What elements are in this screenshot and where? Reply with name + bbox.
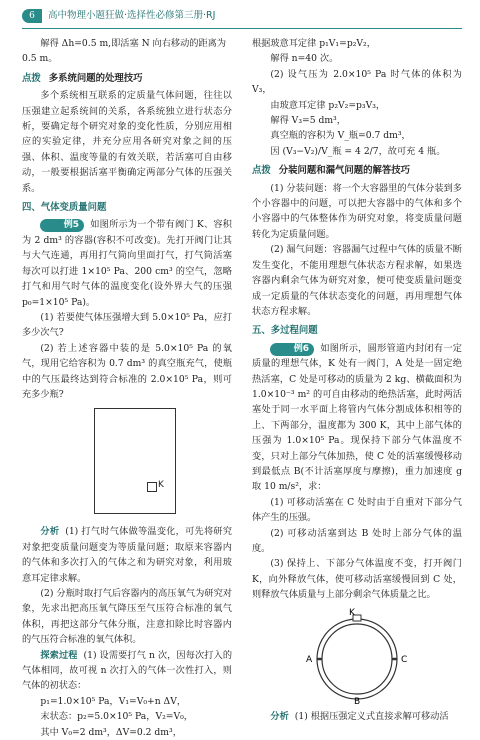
example5-text: 例5 如图所示为一个带有阀门 K、容积为 2 dm³ 的容器(容积不可改变)。先打开阀门让其与大气连通，再用打气筒向里面打气，打气筒活塞每次可以打进 1×10⁵ Pa、200 cm³ 的空气，忽略打气和用气时气体的温度变化(设外界大气的压强 p₀=1×10⁵ Pa)。 (22, 219, 232, 308)
book-title: 高中物理小题狂做·选择性必修第三册·RJ (48, 10, 216, 21)
label-b: B (354, 696, 361, 705)
boyle-law: 根据玻意耳定律 p₁V₁=p₂V₂， (252, 38, 376, 49)
final-state: 末状态：p₂=5.0×10⁵ Pa，V₂=V₀， (40, 711, 193, 723)
analysis-2: (2) 分瓶时取打气后容器内的高压氧气为研究对象，先求出把高压氧气降压至气压符合标准的氧气体积，再把这部分气体分瓶，注意扣除比时容器内的气压符合标准的氧气体积。 (22, 587, 232, 646)
example6-question2: (2) 可移动活塞到达 B 处时上部分气体的温度。 (252, 527, 462, 554)
label-k: K (349, 607, 355, 618)
page-number: 6 (22, 9, 42, 23)
analysis-tag: 分析 (40, 526, 60, 538)
solution-continuation-2: 0.5 m。 (22, 53, 58, 65)
example6-question1: (1) 可移动活塞在 C 处时由于自重对下部分气体产生的压强。 (252, 496, 462, 524)
tip-heading-splitting (252, 163, 462, 178)
right-column (252, 36, 462, 724)
ring-tube-diagram (292, 607, 422, 705)
initial-state: p₁=1.0×10⁵ Pa，V₁=V₀+n ΔV， (40, 695, 187, 707)
inner-ring (322, 624, 392, 694)
left-column (22, 36, 232, 740)
tip2-tag: 点拨 (252, 165, 271, 177)
analysis-1: 分析 (1) 打气时气体做等温变化，可先将研究对象把变质量问题变为等质量问题；取原来容器内的气体和多次打入的气体之和为研究对象，利用玻意耳定律求解。 (22, 526, 233, 584)
label-c: C (401, 654, 408, 665)
example6-badge: 例6 (270, 343, 314, 356)
tip2-title: 分装问题和漏气问题的解答技巧 (278, 165, 411, 177)
page-header (22, 6, 462, 29)
part2-line1: (2) 设气压为 2.0×10⁵ Pa 时气体的体积为 V₃， (252, 68, 462, 96)
example6-question3: (3) 保持上、下部分气体温度不变，打开阀门 K，向外释放气体，使可移动活塞缓慢回到 C 处，则释放气体质量与上部分剩余气体质量之比。 (252, 558, 462, 601)
valve-label: K (158, 480, 164, 491)
tip2-para1: (1) 分装问题：将一个大容器里的气体分装到多个小容器中的问题，可以把大容器中的气体和多个小容器中的气体整体作为研究对象，将变质量问题转化为定质量问题。 (252, 182, 462, 240)
part2-line2: 由玻意耳定律 p₂V₂=p₃V₃， (270, 99, 386, 111)
tip-title: 多系统问题的处理技巧 (48, 72, 143, 84)
ring-tube-figure (252, 607, 462, 705)
example5-question1: (1) 若要使气体压强增大到 5.0×10⁵ Pa，应打多少次气? (22, 311, 232, 339)
section-variable-mass: 四、气体变质量问题 (22, 202, 107, 214)
container-box (94, 408, 176, 514)
part2-line4: 真空瓶的容积为 V_瓶=0.7 dm³， (270, 130, 411, 142)
given-values: 其中 V₀=2 dm³，ΔV=0.2 dm³， (40, 726, 182, 738)
solve-n: 解得 n=40 次。 (270, 53, 339, 65)
example5-badge: 例5 (40, 219, 84, 232)
tip-heading-multisystem (22, 71, 232, 86)
tip-text-multisystem: 多个系统相互联系的定质量气体问题，往往以压强建立起系统间的关系，各系统独立进行状态分析，要确定每个研究对象的变化性质，分别应用相应的实验定律，并充分应用各研究对象之间的压强、体积、温度等量的有效关联，若活塞可自由移动，一般要根据活塞平衡确定两部分气体的压强关系。 (22, 90, 232, 194)
analysis-ex6-tag: 分析 (270, 710, 289, 722)
explore-tag: 探索过程 (40, 649, 78, 661)
outer-ring (317, 619, 397, 699)
tip2-para2: (2) 漏气问题：容器漏气过程中气体的质量不断发生变化，不能用理想气体状态方程求解，如果选容器内剩余气体为研究对象，便可使变质量问题变成一定质量的气体状态变化的问题，再用理想气体状态方程求解。 (252, 244, 462, 317)
label-a: A (306, 654, 313, 665)
example5-question2: (2) 若上述容器中装的是 5.0×10⁵ Pa 的氧气，现用它给容积为 0.7 dm³ 的真空瓶充气，使瓶中的气压最终达到符合标准的 2.0×10⁵ Pa，则可充多少瓶? (22, 342, 232, 400)
container-figure (22, 406, 232, 518)
part2-line5: 因 (V₃−V₂)/V_瓶 = 4 2/7，故可充 4 瓶。 (270, 145, 446, 157)
section-multi-process: 五、多过程问题 (252, 325, 318, 337)
example6-text: 例6 如图所示，圆形管道内封闭有一定质量的理想气体，K 处有一阀门，A 处是一固定绝热活塞，C 处是可移动的质量为 2 kg、横截面积为 1.0×10⁻³ m² 的可自由移动的绝热活塞，此时两活塞处于同一水平面上将管内气体分割成体积相等的上、下两部分，温度都为 300 K，其中上部气体的压强为 1.0×10⁵ Pa。现保持下部分气体温度不变，只对上部分气体加热，使 C 处的活塞缓慢移动到最低点 B(不计活塞厚度与摩擦)，重力加速度 g 取 10 m/s²，求： (252, 342, 462, 493)
part2-line3: 解得 V₃=5 dm³， (270, 115, 346, 127)
explore-process: 探索过程 (1) 设需要打气 n 次，因每次打入的气体相同，故可视 n 次打入的气体一次性打入，则气体的初状态： (22, 649, 233, 692)
analysis-ex6: 分析 (1) 根据压强定义式直接求解可移动活 (270, 710, 449, 722)
tip-tag: 点拨 (22, 72, 41, 84)
valve-k-icon (147, 482, 157, 492)
solution-continuation: 解得 Δh=0.5 m,即活塞 N 向右移动的距离为 (40, 38, 227, 49)
